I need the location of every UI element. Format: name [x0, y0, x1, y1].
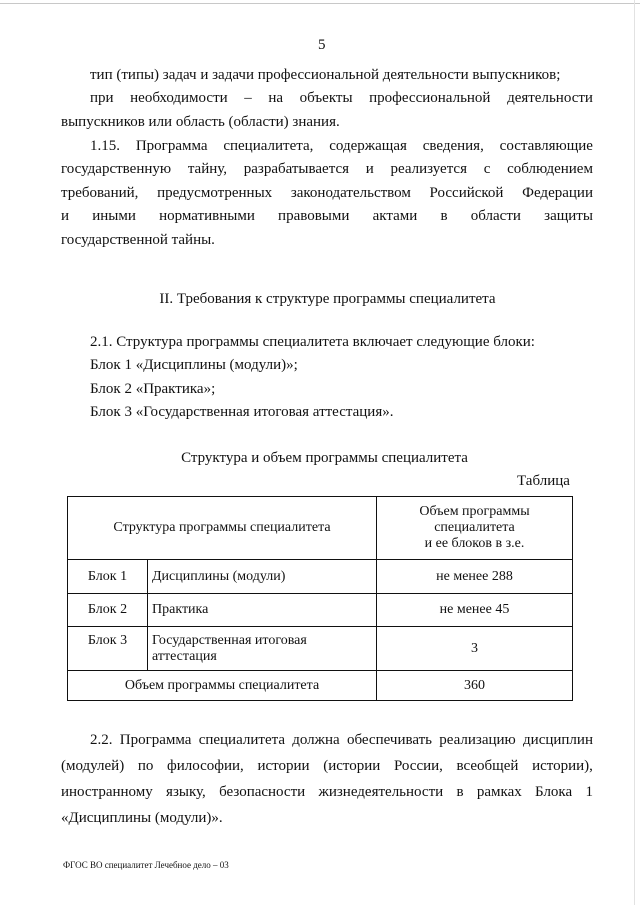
word: 1.15.	[90, 138, 120, 154]
word: России,	[393, 758, 443, 774]
p22-line-1	[90, 731, 593, 749]
p22-line-4: «Дисциплины (модули)».	[61, 810, 223, 826]
table-header-row	[68, 497, 573, 560]
word: 2.2.	[90, 732, 113, 748]
word: иностранному	[61, 784, 153, 800]
p115-line-3	[61, 184, 593, 202]
word: с	[483, 161, 491, 177]
word: Программа	[135, 138, 208, 154]
intro-line-2	[90, 89, 593, 107]
table-total-row	[68, 671, 573, 701]
structure-table	[67, 496, 573, 701]
word: требований,	[61, 185, 139, 201]
intro-line-1: тип (типы) задач и задачи профессиональной деятельности выпускников;	[90, 67, 561, 83]
page-number: 5	[318, 37, 326, 53]
intro-line-3: выпускников или область (области) знания.	[61, 114, 340, 130]
total-value: 360	[377, 671, 573, 701]
word: реализацию	[439, 732, 516, 748]
word: объекты	[299, 90, 353, 106]
word: истории	[257, 758, 310, 774]
row-name-line: Государственная итоговая	[152, 632, 307, 648]
word: необходимости	[130, 90, 228, 106]
p21-block-2: Блок 2 «Практика»;	[90, 381, 216, 397]
row-volume: не менее 288	[377, 560, 573, 594]
word: (модулей)	[61, 758, 125, 774]
word: государственную	[61, 161, 172, 177]
word: 1	[585, 784, 593, 800]
header-volume-line: Объем программы	[419, 504, 530, 519]
word: безопасности	[219, 784, 306, 800]
table-caption: Структура и объем программы специалитета	[181, 450, 468, 466]
word: сведения,	[422, 138, 484, 154]
word: содержащая	[329, 138, 407, 154]
word: в	[440, 208, 448, 224]
row-name: Практика	[148, 594, 377, 627]
row-name	[148, 627, 377, 671]
page-top-edge	[0, 3, 640, 4]
word: разрабатывается	[243, 161, 350, 177]
header-structure: Структура программы специалитета	[68, 497, 377, 560]
p22-line-2	[61, 757, 593, 775]
word: в	[456, 784, 464, 800]
word: всеобщей	[456, 758, 519, 774]
word: иными	[92, 208, 136, 224]
word: языку,	[166, 784, 206, 800]
row-block: Блок 3	[68, 627, 148, 671]
word: профессиональной	[369, 90, 491, 106]
section-2-heading: II. Требования к структуре программы специалитета	[159, 291, 496, 307]
row-name-line: аттестация	[152, 648, 217, 664]
word: Программа	[119, 732, 192, 748]
word: –	[244, 90, 252, 106]
row-name: Дисциплины (модули)	[148, 560, 377, 594]
table-label: Таблица	[517, 473, 570, 489]
word: соблюдением	[507, 161, 593, 177]
word: при	[90, 90, 114, 106]
word: (истории	[323, 758, 381, 774]
header-volume	[377, 497, 573, 560]
word: области	[470, 208, 521, 224]
word: составляющие	[499, 138, 593, 154]
p115-line-1	[90, 137, 593, 155]
p115-line-2	[61, 160, 593, 178]
word: специалитета,	[223, 138, 314, 154]
total-label: Объем программы специалитета	[68, 671, 377, 701]
word: Федерации	[522, 185, 593, 201]
header-volume-line: специалитета	[434, 520, 515, 535]
word: дисциплин	[523, 732, 593, 748]
word: Блока	[535, 784, 573, 800]
row-volume: не менее 45	[377, 594, 573, 627]
p21-block-3: Блок 3 «Государственная итоговая аттестация».	[90, 404, 394, 420]
word: истории),	[532, 758, 593, 774]
word: должна	[292, 732, 340, 748]
word: тайну,	[187, 161, 228, 177]
word: на	[268, 90, 284, 106]
word: предусмотренных	[157, 185, 273, 201]
row-block: Блок 1	[68, 560, 148, 594]
p21-block-1: Блок 1 «Дисциплины (модули)»;	[90, 357, 298, 373]
word: актами	[372, 208, 418, 224]
word: законодательством	[290, 185, 411, 201]
word: правовыми	[278, 208, 350, 224]
row-volume: 3	[377, 627, 573, 671]
table-row	[68, 560, 573, 594]
row-block: Блок 2	[68, 594, 148, 627]
word: деятельности	[507, 90, 593, 106]
table-row	[68, 594, 573, 627]
word: специалитета	[198, 732, 285, 748]
p21-line-1: 2.1. Структура программы специалитета включает следующие блоки:	[90, 334, 535, 350]
p22-line-3	[61, 783, 593, 801]
p115-line-4	[61, 207, 593, 225]
word: по	[137, 758, 154, 774]
word: и	[365, 161, 374, 177]
header-volume-line: и ее блоков в з.е.	[424, 536, 525, 551]
word: рамках	[476, 784, 522, 800]
footer-text: ФГОС ВО специалитет Лечебное дело – 03	[63, 860, 229, 870]
word: Российской	[429, 185, 504, 201]
p115-line-5: государственной тайны.	[61, 232, 215, 248]
word: жизнедеятельности	[318, 784, 444, 800]
word: и	[61, 208, 70, 224]
word: философии,	[167, 758, 244, 774]
word: нормативными	[159, 208, 255, 224]
word: реализуется	[390, 161, 467, 177]
word: защиты	[544, 208, 593, 224]
word: обеспечивать	[346, 732, 433, 748]
table-row	[68, 627, 573, 671]
